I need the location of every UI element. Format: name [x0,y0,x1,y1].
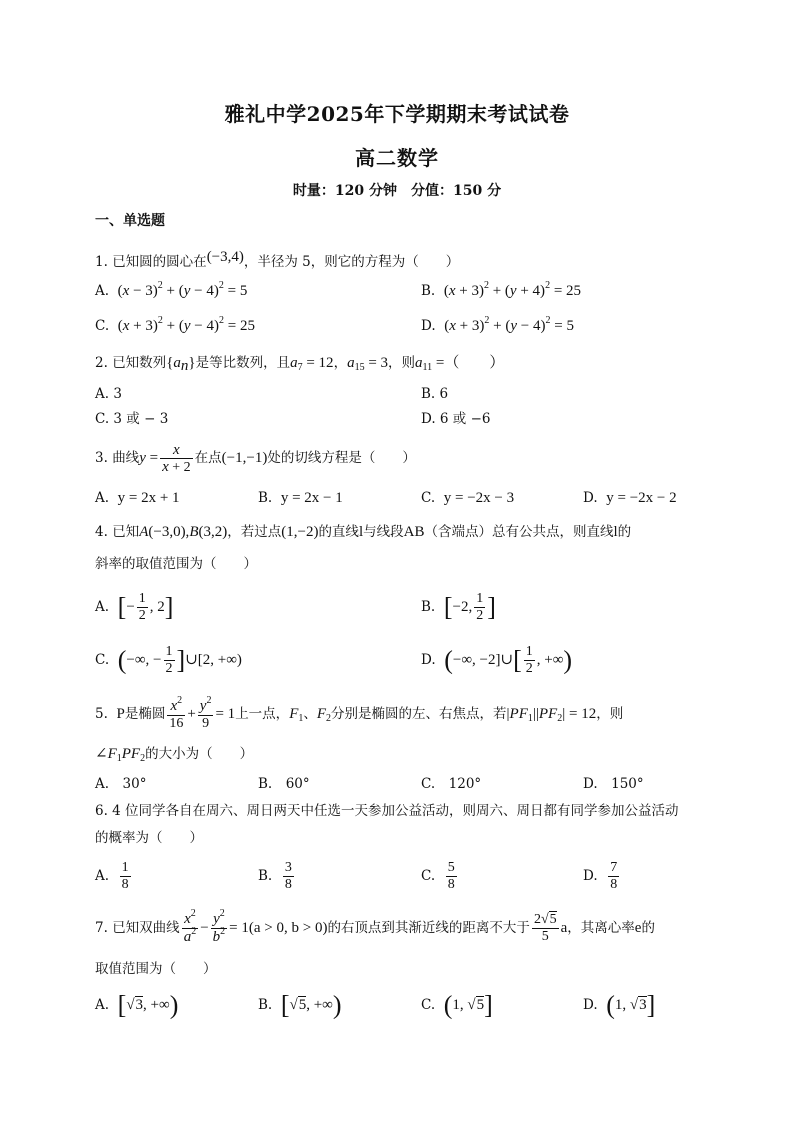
question-5-option-a: A. 30° [95,776,147,792]
exam-info [0,180,794,200]
question-1-option-a: A. $(x - 3)^2 + (y - 4)^2 = 5$ [95,280,248,299]
question-5-option-d: D. 150° [583,776,644,792]
section-title: 一、单选题 [95,213,165,229]
question-6-option-d: D. $\frac{7}{8}$ [583,860,618,892]
exam-subject: 高二数学 [355,146,439,170]
question-7-option-c: C. (1, √5] [421,990,493,1020]
question-2-option-b: B. 6 [421,386,449,402]
question-6-option-b: B. $\frac{3}{8}$ [258,860,292,892]
question-6-stem-line2: 的概率为（ ） [95,830,203,846]
question-4-option-c: C. (−∞, − $\frac{1}{2}$ ]∪[2, +∞) [95,644,242,676]
question-7-option-d: D. (1, √3] [583,990,656,1020]
time-label: 时量：120 分钟 [292,183,397,199]
question-2-option-c: C. 3 或 − 3 [95,411,169,427]
question-4-option-b: B. [−2, $\frac{1}{2}$ ] [421,591,496,623]
question-6-stem: 6. 4 位同学各自在周六、周日两天中任选一天参加公益活动，则周六、周日都有同学参加公益活动 [95,803,679,819]
question-7-option-a: A. [√3, +∞) [95,990,179,1020]
question-5-option-c: C. 120° [421,776,482,792]
question-4-stem: 4. 已知A(−3,0),B(3,2)，若过点(1,−2)的直线l与线段AB（含端点）总有公共点，则直线l的 [95,524,632,540]
question-1-option-b: B. $(x + 3)^2 + (y + 4)^2 = 25$ [421,280,582,299]
question-1-option-d: D. $(x + 3)^2 + (y - 4)^2 = 5$ [421,315,574,334]
question-2-option-a: A. 3 [95,386,122,402]
question-4-stem-line2: 斜率的取值范围为（ ） [95,556,257,572]
question-3-option-d: D. y = −2x − 2 [583,490,677,506]
question-6-option-a: A. $\frac{1}{8}$ [95,860,129,892]
question-4-option-a: A. [− $\frac{1}{2}$ , 2] [95,591,174,623]
question-2-option-d: D. 6 或 −6 [421,411,491,427]
question-3-option-c: C. y = −2x − 3 [421,490,515,506]
exam-title: 雅礼中学2025年下学期期末考试试卷 [224,102,570,126]
question-5-stem: 5. P是椭圆 $\frac{x^2}{16}$ + $\frac{y^2}{9}$ = 1上一点，$F_1$、$F_2$分别是椭圆的左、右焦点，若$|PF_1||PF_2| = 12$，则 [95,694,624,731]
question-7-stem-line2: 取值范围为（ ） [95,961,217,977]
question-2-stem: 2. 已知数列$\{a_n\}$是等比数列，且$a_7 = 12$，$a_{15} = 3$，则$a_{11}$ =（ ） [95,355,505,374]
question-1-stem: 1. 已知圆的圆心在(−3,4)，半径为 5，则它的方程为（ ） [95,249,460,270]
question-5-option-b: B. 60° [258,776,310,792]
question-3-stem: 3. 曲线y = $\frac{x}{x + 2}$ 在点(−1,−1)处的切线方程是（ ） [95,441,416,475]
question-5-stem-line2: $\angle F_1PF_2$的大小为（ ） [95,746,254,764]
score-label: 分值：150 分 [411,183,502,199]
question-3-option-a: A. y = 2x + 1 [95,490,180,506]
question-7-stem: 7. 已知双曲线 $\frac{x^2}{a^2}$ − $\frac{y^2}{b^2}$ = 1(a > 0, b > 0)的右顶点到其渐近线的距离不大于 $\frac{2√5}{5}$ a，其离心率e的 [95,908,655,945]
question-1-option-c: C. $(x + 3)^2 + (y - 4)^2 = 25$ [95,315,255,334]
question-4-option-d: D. (−∞, −2]∪[ $\frac{1}{2}$ , +∞) [421,644,573,676]
question-6-option-c: C. $\frac{5}{8}$ [421,860,455,892]
question-3-option-b: B. y = 2x − 1 [258,490,343,506]
question-7-option-b: B. [√5, +∞) [258,990,342,1020]
